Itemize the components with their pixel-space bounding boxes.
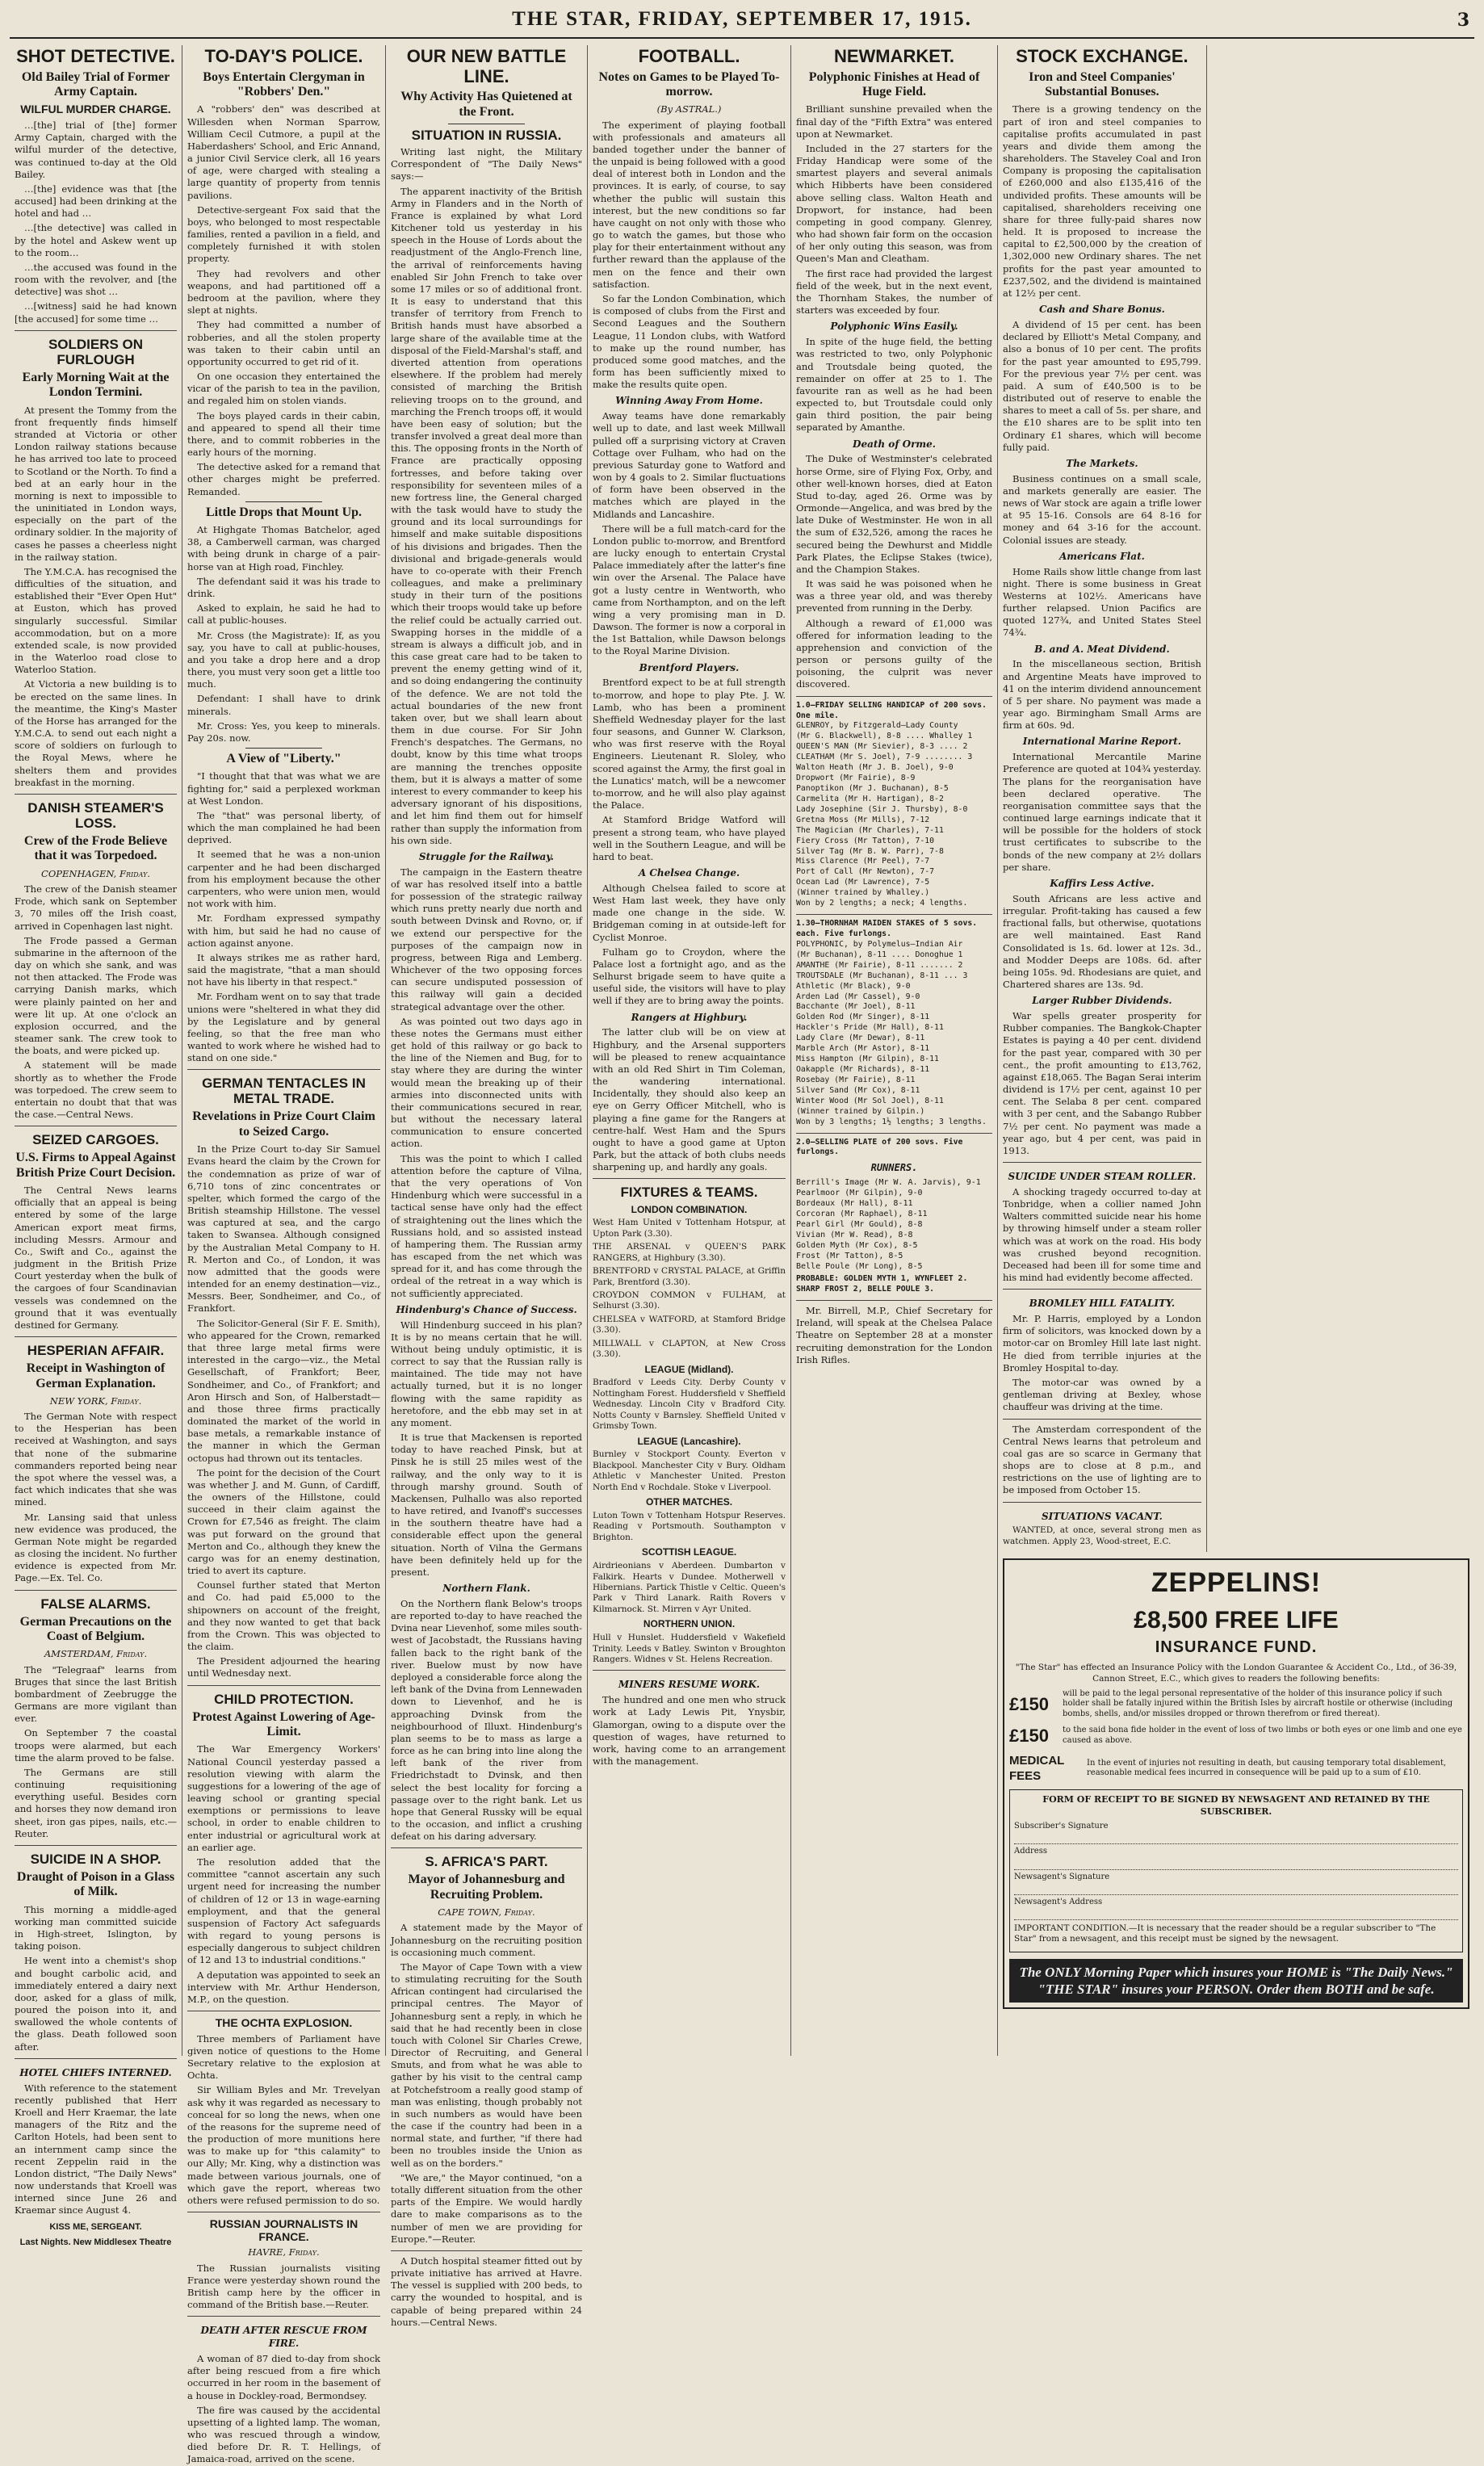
race-row: Rosebay (Mr Fairie), 8-11 <box>796 1075 916 1084</box>
column-3 <box>386 45 588 2328</box>
headline: STOCK EXCHANGE. <box>1016 46 1188 66</box>
paragraph: A Dutch hospital steamer fitted out by private initiative has arrived at Havre. The vessel is supplied with 200 beds, to carry the wounded to hospital, and is capable of being prepared within 24 hours.—Central News. <box>391 2254 582 2328</box>
race-selection: PROBABLE: GOLDEN MYTH 1, WYNFLEET 2. SHARP FROST 2, BELLE POULE 3. <box>796 1274 968 1294</box>
paragraph: In the miscellaneous section, British and Argentine Meats have improved to 41 on the interim dividend announcement of 5 per share. No payment was made a year ago. Birmingham Small Arms are firm at 60s. 9d. <box>1003 658 1201 732</box>
article-amsterdam-petroleum <box>1003 1419 1201 1497</box>
paragraph: The resolution added that the committee "cannot ascertain any such urgent need for increasing the number of children of 12 or 13 in wage-earning employment, and that the general suspension of Factory Act safeguards with regard to young persons is especially dangerous to subject children of 12 and 13 to industrial conditions." <box>187 1856 380 1966</box>
headline: OUR NEW BATTLE LINE. <box>406 46 567 86</box>
benefit-amount: MEDICAL FEES <box>1009 1753 1065 1784</box>
subheadline: Boys Entertain Clergyman in "Robbers' Den." <box>203 69 365 99</box>
fixture-item: Hull v Hunslet. Huddersfield v Wakefield Trinity. Leeds v Batley. Swinton v Broughton Rangers. Widnes v St. Helens Recreation. <box>593 1633 786 1665</box>
article-birrell <box>796 1300 992 1366</box>
subheadline: Receipt in Washington of German Explanation. <box>26 1361 166 1390</box>
dateline: HAVRE, Friday. <box>248 2246 320 2258</box>
paragraph: A statement will be made shortly as to whether the Frode was torpedoed. The crew seem to entertain no doubt that that was the case.—Central News. <box>15 1059 177 1121</box>
dateline: CAPE TOWN, Friday. <box>438 1906 535 1919</box>
paragraph: Mr. P. Harris, employed by a London firm of solicitors, was knocked down by a motor-car on Bromley Hill late last night. He died from terrible injuries at the Bromley Hospital to-day. <box>1003 1313 1201 1373</box>
paragraph: Away teams have done remarkably well up to date, and last week Millwall pulled off a surprising victory at Craven Cottage over Fulham, who had on the previous Saturday gone to Watford and won by 4 goals to 2. Similar fluctuations of form have been observed in the matches which are played in the Midlands and Lancashire. <box>593 410 786 520</box>
subheadline: Protest Against Lowering of Age-Limit. <box>192 1709 375 1739</box>
receipt-form <box>1009 1789 1463 1952</box>
race-row: The Magician (Mr Charles), 7-11 <box>796 825 944 835</box>
masthead <box>10 8 1474 39</box>
race-row: Bordeaux (Mr Hall), 8-11 <box>796 1199 913 1209</box>
paragraph: At Highgate Thomas Batchelor, aged 38, a Camberwell carman, was charged with being drunk in charge of a pair-horse van at High road, Finchley. <box>187 524 380 572</box>
section-heading: Northern Flank. <box>442 1583 530 1595</box>
paragraph: The Duke of Westminster's celebrated horse Orme, sire of Flying Fox, Orby, and other well-known horses, died at Eaton Stud to-day, aged 26. Orme was by Ormonde—Angelica, and was bred by the late Duke of Westminster. He won in all the sum of £32,526, among the races he secured being the Dewhurst and Middle Park Plates, the Eclipse Stakes (twice), and the Champion Stakes. <box>796 453 992 575</box>
race-row: Port of Call (Mr Newton), 7-7 <box>796 867 935 877</box>
paragraph: There is a growing tendency on the part of iron and steel companies to capitalise profits accumulated in past years and divide them among the shareholders. The Staveley Coal and Iron Company is proposing the capitalisation of £260,000 and also £135,416 of the undivided profits. These amounts will be capitalised, shareholders receiving one share for three fully-paid shares now held. It is proposed to increase the capital to £2,500,000 by the creation of 1,302,000 new Ordinary shares. The net profits for the past year amounted to £237,502, and the dividend is maintained at 12½ per cent. <box>1003 103 1201 299</box>
column-6 <box>998 45 1474 2056</box>
race-row: Marble Arch (Mr Astor), 8-11 <box>796 1044 930 1054</box>
ad-fund: £8,500 FREE LIFE <box>1134 1607 1339 1634</box>
benefit-text: to the said bona fide holder in the event of loss of two limbs or both eyes or one limb and one eye caused as above. <box>1063 1726 1462 1745</box>
fixture-item: CHELSEA v WATFORD, at Stamford Bridge (3.30). <box>593 1314 786 1336</box>
article-soldiers-furlough <box>15 330 177 789</box>
paragraph: So far the London Combination, which is composed of clubs from the First and Second Leagues and the Southern League, 11 London clubs, with Watford to make up the round number, has produced some good matches, and the form has been sufficiently mixed to make the results quite open. <box>593 292 786 391</box>
race-row: Miss Clarence (Mr Peel), 7-7 <box>796 857 930 866</box>
form-label: Newsagent's Address <box>1014 1897 1103 1906</box>
headline: RUSSIAN JOURNALISTS IN FRANCE. <box>209 2217 358 2243</box>
race-row: Lady Josephine (Sir J. Thursby), 8-0 <box>796 804 968 814</box>
fixture-heading: LEAGUE (Lancashire). <box>637 1435 741 1447</box>
paragraph: "We are," the Mayor continued, "on a totally different situation from the other parts of the Empire. We would hardly dare to make comparisons as to the number of men we are providing for Europe."—Reuter. <box>391 2171 582 2245</box>
paragraph: Will Hindenburg succeed in his plan? It is by no means certain that he will. Without being unduly optimistic, it is correct to say that the Russian rally is maintained. The tide may not have actually turned, but it is no longer flowing with the same rapidity as heretofore, and the ebb may set in at any moment. <box>391 1319 582 1428</box>
section-heading: Hindenburg's Chance of Success. <box>396 1303 577 1315</box>
race-row: Silver Tag (Mr B. W. Parr), 7-8 <box>796 846 944 856</box>
paragraph: This was the point to which I called attention before the capture of Vilna, that the very operations of Von Hindenburg which were successful in a tactical sense have only had the effect of straightening out the lines which the Russians hold, and so assisted instead of hampering them. The Russian army has escaped from the net which was spread for it, and has come through the ordeal of the retreat in a way which is not sufficiently appreciated. <box>391 1152 582 1299</box>
paragraph: At Victoria a new building is to be erected on the same lines. In the meantime, the King's Master of the Horse has arranged for the Y.M.C.A. to send out each night a score of soldiers on furlough to the Royal Mews, where he shelters them and provides breakfast in the morning. <box>15 678 177 788</box>
article-hospital-steamer <box>391 2250 582 2329</box>
paragraph: The hundred and one men who struck work at Lady Lewis Pit, Ynysbir, Glamorgan, owing to a dispute over the question of wages, have returned to work, having come to an arrangement with the management. <box>593 1694 786 1768</box>
subheadline: Draught of Poison in a Glass of Milk. <box>16 1869 175 1899</box>
stock-exchange-column <box>1003 45 1207 1552</box>
paragraph: The experiment of playing football with professionals and amateurs all banded together under the banner of the unpaid is being followed with a good deal of interest both in London and the provinces. It is early, of course, to say whether the public will sustain this interest, but the new conditions so far have caught on not only with those who go to watch the games, but those who play for their entertainment without any further reward than the applause of the men on the fence and their own satisfaction. <box>593 119 786 290</box>
paragraph: The crew of the Danish steamer Frode, which sank on September 3, 70 miles off the Irish coast, arrived in Copenhagen last night. <box>15 883 177 932</box>
column-2 <box>182 45 386 2465</box>
ad-benefit-medical <box>1009 1753 1463 1785</box>
paragraph: In the Prize Court to-day Sir Samuel Evans heard the claim by the Crown for the condemnation as prize of war of 6,710 tons of zinc concentrates or spelter, which formed the cargo of the British steamship Hillstone. The vessel was captured at sea, and the cargo taken to Swansea. Although consigned by the Australian Metal Company to H. R. Merton and Co., of London, it was now admitted that the goods were intended for an enemy destination—viz., Messrs. Beer, Sondheimer, and Co., of Frankfort. <box>187 1143 380 1315</box>
ad-benefit-2 <box>1009 1724 1463 1747</box>
race-row: Athletic (Mr Black), 9-0 <box>796 981 911 991</box>
article-ochta-explosion <box>187 2011 380 2207</box>
section-heading: Americans Flat. <box>1059 550 1145 562</box>
race-row: POLYPHONIC, by Polymelus—Indian Air <box>796 939 963 949</box>
race-row: Hackler's Pride (Mr Hall), 8-11 <box>796 1023 944 1033</box>
section-heading: Struggle for the Railway. <box>418 850 555 862</box>
subheadline: A View of "Liberty." <box>226 752 342 766</box>
fixture-heading: NORTHERN UNION. <box>643 1618 736 1630</box>
race-row: TROUTSDALE (Mr Buchanan), 8-11 ... 3 <box>796 971 968 980</box>
paragraph: Home Rails show little change from last night. There is some business in Great Westerns at 102½. Americans have further relapsed. Union Pacifics are quoted 127¾, and United States Steel 74¾. <box>1003 565 1201 639</box>
race-row: Lady Clare (Mr Dewar), 8-11 <box>796 1034 925 1043</box>
paragraph: The boys played cards in their cabin, and appeared to spend all their time there, and to commit robberies in the early hours of the morning. <box>187 409 380 459</box>
article-hotel-chiefs <box>15 2058 177 2249</box>
paragraph: The "that" was personal liberty, of which the man complained he had been deprived. <box>187 809 380 846</box>
article-newmarket <box>796 47 992 691</box>
subheadline: Why Activity Has Quietened at the Front. <box>400 90 572 119</box>
fixture-heading: LEAGUE (Midland). <box>644 1363 734 1375</box>
paragraph: "I thought that that was what we are fighting for," said a perplexed workman at West London. <box>187 770 380 807</box>
race-heading: 1.0—FRIDAY SELLING HANDICAP of 200 sovs. One mile. <box>796 700 987 720</box>
theatre-ad-detail: Last Nights. New Middlesex Theatre <box>19 2237 172 2248</box>
paragraph: Sir William Byles and Mr. Trevelyan ask why it was regarded as necessary to conceal for so long the news, when one of the reasons for the supreme need of the production of more munitions here was to make up for "this calamity" to our Ally; Mr. King, why a distinction was made between various journals, one of which gave the report, whereas two others were refused permission to do so. <box>187 2084 380 2206</box>
important-condition: IMPORTANT CONDITION.—It is necessary that the reader should be a regular subscriber to "The Star" from a newsagent, and this receipt must be signed by the newsagent. <box>1014 1923 1436 1944</box>
section-heading: Larger Rubber Dividends. <box>1032 995 1172 1007</box>
paragraph: Fulham go to Croydon, where the Palace lost a fortnight ago, and as the Selhurst brigade seem to have quite a useful side, the visitors will have to play well if they are to bring away the points. <box>593 946 786 1007</box>
section-heading: Winning Away From Home. <box>615 395 763 407</box>
paragraph: Brentford expect to be at full strength to-morrow, and hope to play Pte. J. W. Lamb, who has been a prominent Sheffield Wednesday player for the last four seasons, and Gunner W. Clarkson, who was first reserve with the Royal Engineers. Lieutenant R. Sloley, who scored against the Army, the first goal in the Lunatics' match, will be a newcomer to-morrow, and he will also play against the Palace. <box>593 677 786 812</box>
headline: SOLDIERS ON FURLOUGH <box>48 336 144 367</box>
paragraph: Brilliant sunshine prevailed when the final day of the "Fifth Extra" was entered upon at Newmarket. <box>796 103 992 140</box>
divider <box>245 501 323 502</box>
column-4 <box>588 45 791 2056</box>
race-row: Belle Poule (Mr Long), 8-5 <box>796 1262 923 1272</box>
subheadline: German Precautions on the Coast of Belgium. <box>19 1614 172 1643</box>
newsagent-address-field[interactable] <box>1014 1909 1458 1920</box>
byline: (By ASTRAL.) <box>656 103 722 115</box>
headline: DEATH AFTER RESCUE FROM FIRE. <box>200 2325 367 2350</box>
headline: SEIZED CARGOES. <box>32 1132 159 1148</box>
race-row: QUEEN'S MAN (Mr Sievier), 8-3 .... 2 <box>796 742 968 752</box>
fixture-heading: OTHER MATCHES. <box>645 1496 733 1508</box>
race-heading: 2.0—SELLING PLATE of 200 sovs. Five furlongs. <box>796 1137 963 1157</box>
ad-insurance: INSURANCE FUND. <box>1155 1638 1318 1656</box>
race-row: Won by 2 lengths; a neck; 4 lengths. <box>796 899 968 908</box>
paragraph: …[witness] said he had known [the accused] for some time … <box>15 300 177 325</box>
race-row: Silver Sand (Mr Cox), 8-11 <box>796 1085 920 1095</box>
article-child-protection <box>187 1685 380 2006</box>
paragraph: At Stamford Bridge Watford will present a strong team, who have played well in the Southern League, and will be hard to beat. <box>593 814 786 862</box>
form-heading: FORM OF RECEIPT TO BE SIGNED BY NEWSAGENT AND RETAINED BY THE SUBSCRIBER. <box>1042 1794 1430 1817</box>
race-row: Pearl Girl (Mr Gould), 8-8 <box>796 1220 923 1230</box>
section-heading: Brentford Players. <box>639 661 740 673</box>
headline: FOOTBALL. <box>638 46 740 66</box>
subheadline: Little Drops that Mount Up. <box>205 505 363 519</box>
headline: FIXTURES & TEAMS. <box>620 1185 758 1201</box>
headline: THE OCHTA EXPLOSION. <box>215 2016 353 2030</box>
paragraph: The War Emergency Workers' National Council yesterday passed a resolution viewing with alarm the suggestions for a lowering of the age of leaving school or granting special exemptions or permissions to leave school, in order to enable children to enter industrial or agricultural work at an earlier age. <box>187 1743 380 1853</box>
form-label: Newsagent's Signature <box>1014 1872 1110 1881</box>
paragraph: …[the detective] was called in by the hotel and Askew went up to the room… <box>15 222 177 258</box>
race-row: Corcoran (Mr Raphael), 8-11 <box>796 1210 928 1219</box>
race-row: GLENROY, by Fitzgerald—Lady County <box>796 721 958 731</box>
paragraph: The fire was caused by the accidental upsetting of a lighted lamp. The woman, who was rescued through a window, died before Dr. R. T. Hellings, of Jamaica-road, arrived on the scene. <box>187 2404 380 2465</box>
race-row: Ocean Lad (Mr Lawrence), 7-5 <box>796 878 930 887</box>
race-row: Walton Heath (Mr J. B. Joel), 9-0 <box>796 763 954 773</box>
section-heading: The Markets. <box>1066 457 1138 469</box>
race-row: (Winner trained by Gilpin.) <box>796 1106 925 1116</box>
fixture-heading: SCOTTISH LEAGUE. <box>641 1546 737 1558</box>
paragraph: The point for the decision of the Court was whether J. and M. Gunn, of Cardiff, the owners of the Hillstone, could succeed in their claim against the Crown for £7,546 as freight. The claim was put forward on the ground that Merton and Co., although they knew the cargo was for an enemy destination, tried to avert its capture. <box>187 1466 380 1577</box>
paragraph: The Germans are still continuing requisitioning everything useful. Besides corn and horses they now demand iron sheet, iron gas pipes, nails, etc.—Reuter. <box>15 1766 177 1839</box>
benefit-text: In the event of injuries not resulting in death, but causing temporary total disablement, reasonable medical fees incurred in consequence will be paid up to a sum of £10. <box>1087 1758 1447 1778</box>
race-row: (Mr Buchanan), 8-11 .... Donoghue 1 <box>796 950 963 959</box>
fixture-item: THE ARSENAL v QUEEN'S PARK RANGERS, at Highbury (3.30). <box>593 1242 786 1263</box>
ad-headline: ZEPPELINS! <box>1151 1567 1322 1599</box>
paragraph: The Central News learns officially that an appeal is being entered by some of the large American export meat firms, including Messrs. Armour and Co., Swift and Co., against the judgment in the British Prize Court yesterday when the bulk of the cargoes of four Scandinavian vessels was condemned on the ground that it was eventually destined for Germany. <box>15 1185 177 1331</box>
ad-intro: "The Star" has effected an Insurance Policy with the London Guarantee & Accident Co., Ltd., of 36-39, Cannon Street, E.C., which gives to readers the following benefits: <box>1015 1663 1457 1684</box>
column-5 <box>791 45 998 2056</box>
paragraph: The Amsterdam correspondent of the Central News learns that petroleum and coal gas are so scarce in Germany that shops are to close at 8 p.m., and restrictions on the use of lighting are to be imposed from October 15. <box>1003 1423 1201 1496</box>
column-1 <box>10 45 182 2248</box>
paragraph: Mr. Fordham went on to say that trade unions were "sheltered in what they did by the Legislature and by general feeling, so that the free man who wanted to work where he wished had to stand on one side." <box>187 991 380 1064</box>
address-field[interactable] <box>1014 1859 1458 1870</box>
paragraph: On the Northern flank Below's troops are reported to-day to have reached the Dvina near Lievenhof, some miles south-west of Jacobstadt, the Russians having fallen back to the right bank of the river. Buelow must by now have deployed a considerable force along the left bank of the Dvina from Lennewaden down to Lievenhof, and he is approaching Dvinsk from the neighbourhood of Illuxt. Hindenburg's plan seems to be to mass as large a force as he can bring into line along the left bank of the river from Friedrichstadt to Dvinsk, and then select the best locality for forcing a passage over to the right bank. Let us hope that General Russky will be equal to the occasion, and inflict a crushing defeat on his daring adversary. <box>391 1597 582 1843</box>
headline: FALSE ALARMS. <box>40 1596 151 1612</box>
paragraph: A shocking tragedy occurred to-day at Tonbridge, when a collier named John Walters committed suicide near his home by throwing himself under a steam roller which was at work on the road. His body was crushed beyond recognition. Deceased had been ill for some time and his mind had evidently become affected. <box>1003 1185 1201 1284</box>
race-row: Winter Wood (Mr Sol Joel), 8-11 <box>796 1096 944 1105</box>
paragraph: It is true that Mackensen is reported today to have reached Pinsk, but at Pinsk he is still 25 miles west of the railway, and the only way to it is through marshy ground. South of Mackensen, Pulhallo was also reported to have retired, and Ivanoff's successes in the southern theatre have had a considerable effect upon the general situation. North of Vilna the Germans have been definitely held up for the present. <box>391 1432 582 1578</box>
headline: GERMAN TENTACLES IN METAL TRADE. <box>202 1076 366 1107</box>
paragraph: Although a reward of £1,000 was offered for information leading to the apprehension and conviction of the person or persons guilty of the poisoning, the culprit was never discovered. <box>796 617 992 690</box>
paragraph: They had revolvers and other weapons, and had partitioned off a bedroom at the pavilion, where they slept at nights. <box>187 267 380 317</box>
section-heading: Kaffirs Less Active. <box>1050 878 1155 889</box>
article-seized-cargoes <box>15 1126 177 1332</box>
masthead-title: THE STAR, FRIDAY, SEPTEMBER 17, 1915. <box>512 8 972 30</box>
benefit-amount: £150 <box>1009 1726 1049 1747</box>
race-row: (Mr G. Blackwell), 8-8 .... Whalley 1 <box>796 732 973 741</box>
paragraph: Asked to explain, he said he had to call at public-houses. <box>187 602 380 627</box>
subheadline: Old Bailey Trial of Former Army Captain. <box>21 69 170 99</box>
article-death-after-rescue <box>187 2316 380 2465</box>
paragraph: The apparent inactivity of the British Army in Flanders and in the North of France is explained by what Lord Kitchener told us yesterday in his speech in the House of Lords about the readjustment of the Anglo-French line, the arrival of reinforcements having enabled Sir John French to take over some 17 miles or so of additional front. It is easy to understand that this transfer of territory from French to British hands must have absorbed a large share of the available time at the disposal of the Field-Marshal's staff, and diverted attention from operations elsewhere. If the problem had merely consisted of marching the British relieving troops on to the ground, and marching the French troops off, it would have been easy of solution; but the transfer involved a great deal more than this. The opposing fronts in the North of France are practically opposing fortresses, and before taking over responsibility for seventeen miles of a new fortress line, the General charged with the task would have to study the ground and its local surroundings for himself and make suitable dispositions of his divisions and brigades. Then the divisional and brigade-generals would have to co-operate with their French colleagues, and make a preliminary study in their turn of the positions which their troops would take up before the relief could be actually carried out. Swapping horses in the middle of a stream is always a difficult job, and in this case great care had to be taken to prevent the enemy getting wind of it, and so doing endangering the continuity of the defence. We are not told the actual boundaries of the new front taken over, but we shall learn about them in due course. For Sir John French's despatches. The Germans, no doubt, know by this time what troops are manning the trenches opposite them, but it is always a matter of some interest to every commander to keep his adversary ignorant of his dispositions, and let him find them out for himself rather than supply the information from his own side. <box>391 185 582 846</box>
race-row: (Winner trained by Whalley.) <box>796 888 930 898</box>
article-danish-steamer <box>15 794 177 1121</box>
signature-field[interactable] <box>1014 1833 1458 1844</box>
headline: CHILD PROTECTION. <box>214 1691 354 1707</box>
race-row: Oakapple (Mr Richards), 8-11 <box>796 1064 930 1074</box>
fixture-item: BRENTFORD v CRYSTAL PALACE, at Griffin Park, Brentford (3.30). <box>593 1266 786 1287</box>
columns <box>10 45 1474 2465</box>
paragraph: Mr. Fordham expressed sympathy with him, but said he had no cause of action against anyone. <box>187 912 380 949</box>
paragraph: The Russian journalists visiting France were yesterday shown round the British camp here by the officer in command of the British base.—Reuter. <box>187 2262 380 2311</box>
headline: SHOT DETECTIVE. <box>16 46 175 66</box>
article-shot-detective <box>15 47 177 325</box>
paragraph: Defendant: I shall have to drink minerals. <box>187 693 380 717</box>
dateline: COPENHAGEN, Friday. <box>41 867 150 879</box>
subheadline: Mayor of Johannesburg and Recruiting Problem. <box>408 1873 565 1902</box>
subheadline: Polyphonic Finishes at Head of Huge Field. <box>808 69 980 99</box>
race-row: Golden Myth (Mr Cox), 8-5 <box>796 1241 918 1251</box>
headline: HESPERIAN AFFAIR. <box>27 1343 165 1359</box>
race-row: Bacchante (Mr Joel), 8-11 <box>796 1002 916 1012</box>
race-heading: 1.30—THORNHAM MAIDEN STAKES of 5 sovs. each. Five furlongs. <box>796 919 978 938</box>
headline: S. AFRICA'S PART. <box>425 1854 548 1870</box>
headline: HOTEL CHIEFS INTERNED. <box>19 2066 172 2078</box>
article-russian-journalists <box>187 2212 380 2311</box>
paragraph: A dividend of 15 per cent. has been declared by Elliott's Metal Company, and also a bonus of 10 per cent. The profits for the past year amounted to £95,799. For the previous year 7½ per cent. was paid. A sum of £40,500 is to be distributed out of reserve to enable the shares to meet a call of 5s. per share, and the £10 shares are to be split into ten Ordinary £1 shares, which will become fully paid. <box>1003 318 1201 453</box>
subheadline: Early Morning Wait at the London Termini. <box>22 370 170 400</box>
page-number: 3 <box>1457 10 1469 31</box>
subheadline: Crew of the Frode Believe that it was Torpedoed. <box>23 834 168 863</box>
race-row: Frost (Mr Tatton), 8-5 <box>796 1252 903 1261</box>
paragraph: Mr. Lansing said that unless new evidence was produced, the German Note might be regarded as closing the incident. No further evidence is expected from Mr. Page.—Ex. Tel. Co. <box>15 1511 177 1584</box>
paragraph: It seemed that he was a non-union carpenter and he had been discharged from his employment because the other carpenters, who were union men, would not work with him. <box>187 849 380 910</box>
headline: SUICIDE IN A SHOP. <box>30 1851 161 1867</box>
article-south-africa <box>391 1847 582 2245</box>
section-heading: A Chelsea Change. <box>638 867 740 879</box>
fixture-item: Luton Town v Tottenham Hotspur Reserves. Reading v Portsmouth. Southampton v Brighton. <box>593 1511 786 1542</box>
fixture-heading: LONDON COMBINATION. <box>631 1203 748 1215</box>
form-label: Subscriber's Signature <box>1014 1822 1109 1831</box>
race-row: CLEATHAM (Mr S. Joel), 7-9 ........ 3 <box>796 753 973 762</box>
race-row: Fiery Cross (Mr Tatton), 7-10 <box>796 836 935 845</box>
divider <box>245 748 323 749</box>
subheadline: WILFUL MURDER CHARGE. <box>20 103 171 116</box>
theatre-ad: KISS ME, SERGEANT. <box>49 2221 142 2232</box>
fixture-item: CROYDON COMMON v FULHAM, at Selhurst (3.30). <box>593 1290 786 1311</box>
race-row: Vivian (Mr W. Read), 8-8 <box>796 1231 913 1240</box>
race-row: Pearlmoor (Mr Gilpin), 9-0 <box>796 1189 923 1198</box>
paragraph: South Africans are less active and irregular. Profit-taking has caused a few fractional falls, but otherwise, quotations are well maintained. East Rand Consolidated is 1s. 6d. lower at 12s. 3d., and Modder Deeps are 108s. 6d. after being 105s. 9d. Rhodesians are quiet, and Chartered shares are 13s. 9d. <box>1003 892 1201 991</box>
benefit-amount: £150 <box>1009 1694 1049 1715</box>
paragraph: A deputation was appointed to seek an interview with Mr. Arthur Henderson, M.P., on the question. <box>187 1969 380 2005</box>
paragraph: On September 7 the coastal troops were alarmed, but each time the alarm proved to be false. <box>15 1727 177 1764</box>
fixture-item: MILLWALL v CLAPTON, at New Cross (3.30). <box>593 1338 786 1360</box>
paragraph: He went into a chemist's shop and bought carbolic acid, and immediately entered a dairy next door, asked for a glass of milk, poured the poison into it, and swallowed the whole contents of the glass. Death followed soon after. <box>15 1955 177 2053</box>
paragraph: Included in the 27 starters for the Friday Handicap were some of the smartest players and several animals which Hibberts have been considered above selling class. Walton Heath and Dropwort, for instance, had been competing in good company. Glenrey, who had shown fair form on the occasion of her only outing this season, was from Queen's Man and Cleatham. <box>796 142 992 265</box>
article-situations-vacant <box>1003 1502 1201 1548</box>
section-heading: Polyphonic Wins Easily. <box>830 321 958 333</box>
ad-benefit-1 <box>1009 1689 1463 1720</box>
race-row: Dropwort (Mr Fairie), 8-9 <box>796 774 916 783</box>
paragraph: As was pointed out two days ago in these notes the Germans must either get hold of this railway or go back to the line of the Niemen and Bug, for to stay where they are during the winter would mean the breaking up of their armies into disconnected units with their communications secured in rear, but without the necessary lateral communication to ensure concerted action. <box>391 1015 582 1150</box>
paragraph: The motor-car was owned by a gentleman driving at Bexley, whose chauffeur was driving at the time. <box>1003 1376 1201 1413</box>
race-row: Miss Hampton (Mr Gilpin), 8-11 <box>796 1055 939 1064</box>
paragraph: The first race had provided the largest field of the week, but in the next event, the Thornham Stakes, the number of starters was exceeded by four. <box>796 267 992 317</box>
zeppelin-insurance-ad <box>1003 1558 1469 2009</box>
newsagent-signature-field[interactable] <box>1014 1884 1458 1895</box>
paragraph: A "robbers' den" was described at Willesden when Norman Sparrow, William Cecil Cutmore, a pupil at the Haberdashers' School, and Eric Annand, a junior Civil Service clerk, all 16 years of age, were charged with stealing a large quantity of property from tennis pavilions. <box>187 103 380 201</box>
headline: BROMLEY HILL FATALITY. <box>1029 1298 1176 1310</box>
article-todays-police <box>187 47 380 1064</box>
subheadline: Notes on Games to be Played To-morrow. <box>598 69 780 99</box>
paragraph: The latter club will be on view at Highbury, and the Arsenal supporters will be pleased to renew acquaintance with an old Red Shirt in Tim Coleman, the wandering international. Incidentally, they should also keep an eye on Gerry Officer Mitchell, who is playing a fine game for the Rangers at centre-half. West Ham and the Spurs ought to have a good game at Upton Park, but the attack of both clubs needs sharpening up, and hardly any goals. <box>593 1026 786 1173</box>
runners-heading: RUNNERS. <box>870 1162 918 1174</box>
headline: SITUATION IN RUSSIA. <box>411 128 562 144</box>
paragraph: The German Note with respect to the Hesperian has been received at Washington, and says that none of the submarine commanders reported being near the spot where the vessel was, a fact which indicates that she was mined. <box>15 1411 177 1508</box>
paragraph: The President adjourned the hearing until Wednesday next. <box>187 1655 380 1680</box>
article-steam-roller <box>1003 1162 1201 1284</box>
paragraph: WANTED, at once, several strong men as watchmen. Apply 23, Wood-street, E.C. <box>1003 1525 1201 1546</box>
paragraph: The Y.M.C.A. has recognised the difficulties of the situation, and established their "Ever Open Hut" at Euston, which has proved singularly successful. Similar accommodation, but on a more extended scale, is now provided in the Waterloo road close to Waterloo Station. <box>15 565 177 676</box>
dateline: NEW YORK, Friday. <box>49 1394 142 1407</box>
subheadline: Iron and Steel Companies' Substantial Bonuses. <box>1029 69 1176 99</box>
paragraph: Mr. Cross: Yes, you keep to minerals. Pay 20s. now. <box>187 719 380 744</box>
paragraph: Detective-sergeant Fox said that the boys, who belonged to most respectable families, rented a pavilion in a field, and completely furnished it with stolen property. <box>187 203 380 265</box>
race-row: Golden Rod (Mr Singer), 8-11 <box>796 1013 930 1022</box>
paragraph: War spells greater prosperity for Rubber companies. The Bangkok-Chapter Estates is paying a 40 per cent. dividend for the past year, compared with 30 per cent., the profit amounting to £13,762, against £18,065. The Bagan Serai interim dividend is 17½ per cent, against 10 per cent. The Selaba 8 per cent. compared with 3 per cent, and the Sabango Rubber 7½ per cent. No payment was made a year ago, but 4 per cent, was paid in 1913. <box>1003 1010 1201 1156</box>
race-result-2 <box>796 914 992 1127</box>
article-suicide-shop <box>15 1845 177 2053</box>
article-false-alarms <box>15 1590 177 1840</box>
paragraph: With reference to the statement recently published that Herr Kroell and Herr Kraemar, the late managers of the Ritz and the Carlton Hotels, had been sent to an internment camp since the recent Zeppelin raid in the London district, "The Daily News" now understands that Kroell was interned since June 26 and Kraemar since August 4. <box>15 2082 177 2216</box>
headline: SUICIDE UNDER STEAM ROLLER. <box>1008 1171 1197 1183</box>
paragraph: It was said he was poisoned when he was a three year old, and was thereby prevented from running in the Derby. <box>796 578 992 614</box>
paragraph: On one occasion they entertained the vicar of the parish to tea in the pavilion, and regaled him on stolen viands. <box>187 371 380 407</box>
paragraph: Although Chelsea failed to score at West Ham last week, they have only made one change in the side. W. Bridgeman coming in at outside-left for Cyclist Monroe. <box>593 882 786 943</box>
article-german-tentacles <box>187 1069 380 1680</box>
article-battle-line <box>391 47 582 1843</box>
subheadline: U.S. Firms to Appeal Against British Prize Court Decision. <box>15 1151 176 1180</box>
paragraph: The "Telegraaf" learns from Bruges that since the last British bombardment of Zeebrugge the Germans are more vigilant than ever. <box>15 1663 177 1725</box>
dateline: AMSTERDAM, Friday. <box>44 1648 148 1660</box>
paragraph: Writing last night, the Military Correspondent of "The Daily News" says:— <box>391 146 582 182</box>
paragraph: Counsel further stated that Merton and Co. had paid £5,000 to the shipowners on account of the freight, and they now wanted to get that back from the Crown. This was objected to the claim. <box>187 1579 380 1653</box>
fixture-item: West Ham United v Tottenham Hotspur, at Upton Park (3.30). <box>593 1218 786 1239</box>
paragraph: The campaign in the Eastern theatre of war has resolved itself into a battle for possession of the strategic railway which runs pretty nearly due north and south between Dvinsk and Rovno, or, if we extend our perspective for the purposes of the campaign now in progress, between Riga and Lemberg. Whichever of the two opposing forces can secure undisputed possession of this railway will gain a decided strategical advantage over the other. <box>391 866 582 1013</box>
article-fixtures <box>593 1178 786 1665</box>
headline: SITUATIONS VACANT. <box>1041 1510 1163 1522</box>
paragraph: Mr. Cross (the Magistrate): If, as you say, you have to call at public-houses, and you take a drop here and a drop there, you must very soon get a little too much. <box>187 629 380 690</box>
article-football <box>593 47 786 1173</box>
race-row: Panoptikon (Mr J. Buchanan), 8-5 <box>796 784 949 793</box>
race-result-1 <box>796 696 992 909</box>
section-heading: B. and A. Meat Dividend. <box>1034 643 1170 655</box>
paragraph: A statement made by the Mayor of Johannesburg on the recruiting position is occasioning much comment. <box>391 1922 582 1958</box>
ad-footer: The ONLY Morning Paper which insures your HOME is "The Daily News." "THE STAR" insures your PERSON. Order them BOTH and be safe. <box>1009 1959 1463 2003</box>
newmarket-continued-column <box>1207 45 1469 1552</box>
subheadline: Revelations in Prize Court Claim to Seized Cargo. <box>192 1109 375 1139</box>
paragraph: The Frode passed a German submarine in the afternoon of the day on which she sank, and was not then attacked. The Frode was carrying Danish marks, which were plainly painted on her and were lit up. At one o'clock an explosion occurred, and the steamer sank. The crew took to the boats, and were picked up. <box>15 934 177 1057</box>
paragraph: The Mayor of Cape Town with a view to stimulating recruiting for the South African contingent had circularised the principal centres. The Mayor of Johannesburg sent a reply, in which he said that he had recently been in close touch with Colonel Sir Charles Crewe, Director of Recruiting, and General Smuts, and from what he was able to gather by his visit to the central camp at Potchefstroom a really good stamp of man was enlisting, though probably not in such numbers as would have been the case if the country had been in a normal state, and further, "if there had been no troubles inside the Union as well as on the borders." <box>391 1961 582 2169</box>
paragraph: At present the Tommy from the front frequently finds himself stranded at Victoria or other London railway stations because he has arrived too late to proceed to Scotland or the North. To find a bed at an early hour in the morning is next to impossible to the uninitiated in London ways, especially on the part of the ordinary soldier. In the majority of cases he passes a cheerless night in the railway station. <box>15 404 177 563</box>
paragraph: …[the] trial of [the] former Army Captain, charged with the wilful murder of the detective, was continued to-day at the Old Bailey. <box>15 120 177 180</box>
headline: MINERS RESUME WORK. <box>618 1679 761 1691</box>
paragraph: The detective asked for a remand that other charges might be preferred. Remanded. <box>187 461 380 497</box>
headline: NEWMARKET. <box>833 46 955 66</box>
paragraph: This morning a middle-aged working man committed suicide in High-street, Islington, by taking poison. <box>15 1903 177 1952</box>
paragraph: …[the] evidence was that [the accused] had been drinking at the hotel and had … <box>15 182 177 220</box>
paragraph: In spite of the huge field, the betting was restricted to two, only Polyphonic and Troutsdale being quoted, the remainder on offer at 25 to 1. The favourite ran as well as he had been expected to, but Troutsdale could only gain third position, the pair being separated by Amanthe. <box>796 336 992 434</box>
fixture-item: Airdrieonians v Aberdeen. Dumbarton v Falkirk. Hearts v Dundee. Motherwell v Hibernians. Partick Thistle v Celtic. Queen's Park v Third Lanark. Raith Rovers v Kilmarnock. St. Mirren v Ayr United. <box>593 1561 786 1614</box>
race-runners-3 <box>796 1133 992 1296</box>
section-heading: Death of Orme. <box>853 438 936 450</box>
fixture-item: Burnley v Stockport County. Everton v Blackpool. Manchester City v Bury. Oldham Athletic v Manchester United. Preston North End v Rochdale. Stoke v Liverpool. <box>593 1449 786 1492</box>
article-miners <box>593 1670 786 1768</box>
benefit-text: will be paid to the legal personal representative of the holder of this insurance policy if such holder shall be fatally injured within the British Isles by aircraft hostile or otherwise (including bombs, shells, and/or missiles dropped or thrown therefrom or fired thereat). <box>1063 1688 1453 1718</box>
paragraph: The Solicitor-General (Sir F. E. Smith), who appeared for the Crown, remarked that three large metal firms were interested in the cargo—viz., the Metal Gesellschaft, of Frankfort; Beer, Sondheimer, and Co., of Frankfort; and Aron Hirsch and Son, of Halberstadt—and those three firms practically dominated the market of the world in base metals, a remarkable instance of the manner in which the German octopus had thrown out its tentacles. <box>187 1317 380 1464</box>
paragraph: Three members of Parliament have given notice of questions to the Home Secretary relative to the explosion at Ochta. <box>187 2032 380 2082</box>
headline: DANISH STEAMER'S LOSS. <box>27 800 164 832</box>
race-row: Gretna Moss (Mr Mills), 7-12 <box>796 815 930 824</box>
paragraph: …the accused was found in the room with the revolver, and [the detective] was shot … <box>15 261 177 298</box>
form-label: Address <box>1014 1847 1047 1856</box>
race-row: Carmelita (Mr H. Hartigan), 8-2 <box>796 794 944 803</box>
race-row: Arden Lad (Mr Cassel), 9-0 <box>796 992 920 1001</box>
paragraph: Mr. Birrell, M.P., Chief Secretary for Ireland, will speak at the Chelsea Palace Theatre on September 28 at a monster recruiting demonstration for the London Irish Rifles. <box>796 1305 992 1365</box>
fixture-item: Bradford v Leeds City. Derby County v Nottingham Forest. Huddersfield v Sheffield Wednesday. Lincoln City v Bradford City. Notts County v Barnsley. Sheffield United v Grimsby Town. <box>593 1378 786 1432</box>
section-heading: Cash and Share Bonus. <box>1038 304 1165 316</box>
paragraph: The defendant said it was his trade to drink. <box>187 575 380 599</box>
paragraph: It always strikes me as rather hard, said the magistrate, "that a man should not have his liberty in that respect." <box>187 951 380 988</box>
paragraph: Business continues on a small scale, and markets generally are easier. The news of War stock are again a trifle lower at 95 15-16. Consols are 64 8-16 for money and 64 3-16 for the account. Colonial issues are steady. <box>1003 472 1201 546</box>
race-row: AMANTHE (Mr Fairie), 8-11 ....... 2 <box>796 960 963 970</box>
headline: TO-DAY'S POLICE. <box>204 46 363 66</box>
race-row: Berrill's Image (Mr W. A. Jarvis), 9-1 <box>796 1178 981 1188</box>
section-heading: International Marine Report. <box>1022 736 1181 748</box>
paragraph: There will be a full match-card for the London public to-morrow, and Brentford are lucky enough to entertain Crystal Palace immediately after the latter's fine win over the Arsenal. The Palace have got a lusty centre in Wentworth, who came from Northampton, and on the left wing a very promising man in D. Dawson. The former is now a corporal in the 1st Battalion, while Dawson belongs to the Royal Marine Division. <box>593 522 786 657</box>
article-stock-exchange <box>1003 47 1201 1157</box>
article-bromley-hill <box>1003 1289 1201 1413</box>
race-row: Won by 3 lengths; 1½ lengths; 3 lengths. <box>796 1117 987 1126</box>
paragraph: A woman of 87 died to-day from shock after being rescued from a fire which occurred in her room in the basement of a house in Dockley-road, Bermondsey. <box>187 2352 380 2401</box>
article-hesperian <box>15 1336 177 1584</box>
section-heading: Rangers at Highbury. <box>631 1011 748 1023</box>
paragraph: International Mercantile Marine Preference are quoted at 104¾ yesterday. The plans for the reorganisation have been declared operative. The reorganisation committee says that the continued large earnings indicate that it will be possible for the holders of stock trust certificates to subscribe to the bonds of the new company at 2½ dollars per share. <box>1003 751 1201 873</box>
paragraph: They had committed a number of robberies, and all the stolen property was taken to their cabin until an opportunity occurred to get rid of it. <box>187 319 380 367</box>
